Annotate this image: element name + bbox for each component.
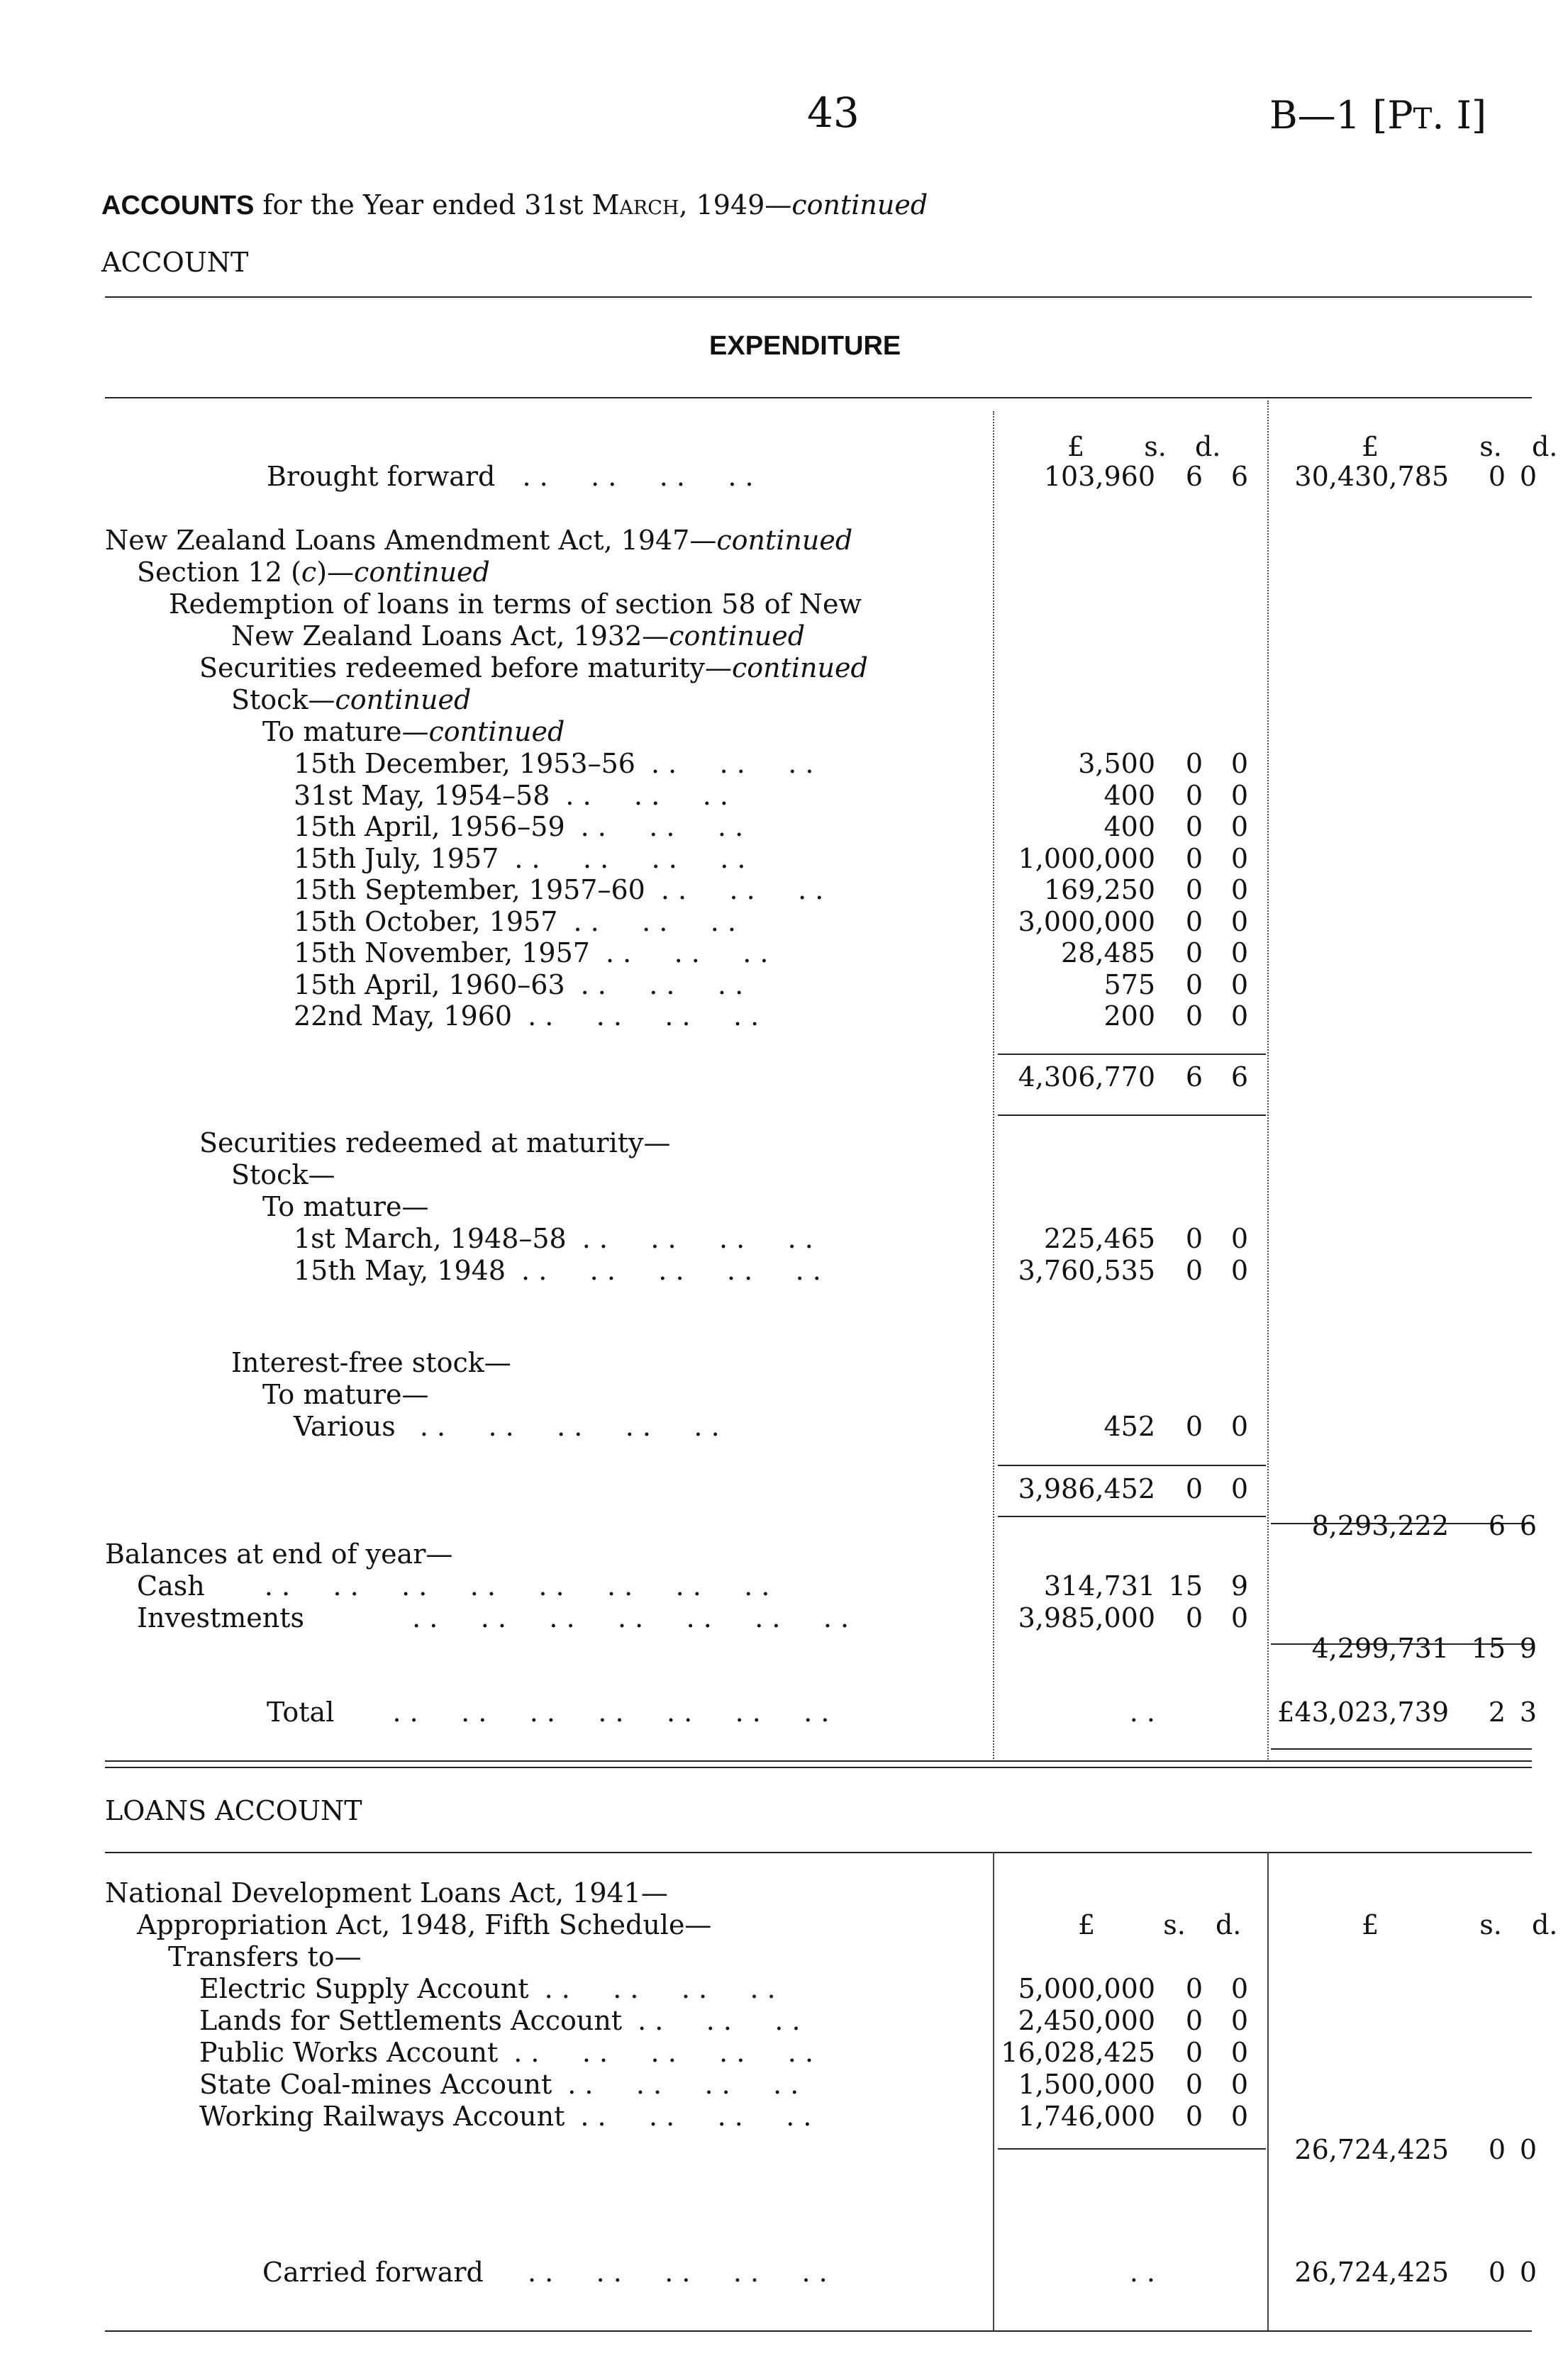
loans-col-pound-2: £ [1362,1909,1379,1940]
before-maturity-row-d: 0 [1230,905,1248,937]
accounts-rest-b: , 1949— [679,189,792,220]
act-line [105,525,852,557]
col-pound: £ [1067,431,1085,462]
at-maturity-row-text: 15th May, 1948 [294,1255,506,1286]
balances-total-s: 15 [1471,1633,1506,1664]
loan-transfer-row-label [199,2037,813,2069]
loan-transfer-row-text: Public Works Account [199,2037,499,2068]
various-dots: . . . . . . . . . . [419,1411,720,1442]
before-maturity-row-label [294,874,823,906]
stock-cont-text: Stock— [231,684,335,715]
to-mature-line: To mature— [262,1191,429,1222]
bf-c2-d: 0 [1519,461,1537,492]
before-maturity-row-s: 0 [1185,937,1203,968]
before-maturity-row-pounds: 200 [1103,1000,1155,1032]
rule-under-heading [105,397,1532,398]
securities-before-line [199,652,868,684]
loan-transfer-row-s: 0 [1185,2037,1203,2068]
at-maturity-row-pounds: 225,465 [1043,1223,1155,1254]
accounts-continued: continued [791,189,928,220]
sec-before-cont: continued [731,652,868,683]
rule-total-a [1271,1748,1532,1750]
before-maturity-row-dots: . . . . . . [580,811,744,842]
total-pounds: £43,023,739 [1277,1697,1449,1728]
loan-transfer-row-s: 0 [1185,1973,1203,2004]
loan-transfer-row-dots: . . . . . . [638,2005,801,2036]
loans-col-shillings: s. [1163,1909,1186,1940]
before-maturity-row-pounds: 400 [1103,779,1155,811]
bf-c1-pounds: 103,960 [1043,461,1155,492]
before-maturity-row-text: 15th November, 1957 [294,937,590,968]
before-subtotal-s: 6 [1185,1061,1203,1093]
account-label: ACCOUNT [101,247,249,278]
loans-col-pence-2: d. [1531,1909,1558,1940]
before-maturity-row-s: 0 [1185,1000,1203,1032]
carried-forward-text: Carried forward [262,2257,484,2288]
before-subtotal-pounds: 4,306,770 [1018,1061,1155,1093]
before-maturity-row-pounds: 169,250 [1043,874,1155,905]
loan-transfer-row-d: 0 [1230,2069,1248,2100]
loans-col-divider-2 [1267,1852,1269,2330]
balances-heading: Balances at end of year— [105,1538,453,1570]
balances-total-d: 9 [1519,1633,1537,1664]
before-maturity-row-text: 15th April, 1960–63 [294,968,565,1000]
before-maturity-row-pounds: 400 [1103,811,1155,842]
stock-cont-cont: continued [335,684,472,715]
carried-forward-dots: . . . . . . . . . . [527,2257,828,2288]
loan-transfer-row-d: 0 [1230,2101,1248,2132]
before-maturity-row-pounds: 575 [1103,968,1155,1000]
total-dots: . . . . . . . . . . . . . . [392,1697,830,1728]
before-maturity-row-label [294,1000,759,1032]
before-maturity-row-dots: . . . . . . [565,779,728,811]
section-c: c [301,557,317,588]
loan-transfer-row-text: Electric Supply Account [199,1973,529,2004]
total-c1: . . [1129,1697,1155,1728]
loans-act-line: National Development Loans Act, 1941— [105,1877,668,1909]
loan-transfer-row-d: 0 [1230,2005,1248,2036]
before-maturity-row-label [294,906,736,938]
sec-before-text: Securities redeemed before maturity— [199,652,732,683]
various-s: 0 [1185,1411,1203,1442]
before-maturity-row-s: 0 [1185,748,1203,779]
section-total-pounds: 8,293,222 [1311,1510,1449,1541]
balances-total-pounds: 4,299,731 [1311,1633,1449,1664]
rule-bottom [105,2330,1532,2332]
loan-transfer-row-text: Lands for Settlements Account [199,2005,623,2036]
doc-ref-prefix: B—1 [P [1269,93,1413,138]
loans-col-header-1 [1078,1909,1241,1941]
loans-col-pound: £ [1078,1909,1096,1940]
at-maturity-row-label [294,1223,813,1255]
before-subtotal-d: 6 [1230,1061,1248,1093]
before-maturity-row-text: 31st May, 1954–58 [294,779,550,811]
col-pound-2: £ [1362,431,1379,462]
before-maturity-row-dots: . . . . . . [605,937,769,968]
at-maturity-row-text: 1st March, 1948–58 [294,1223,567,1254]
loan-transfer-row-text: Working Railways Account [199,2101,565,2132]
investments-dots: . . . . . . . . . . . . . . [412,1602,850,1633]
loan-transfer-row-dots: . . . . . . . . [567,2069,799,2100]
before-maturity-row-d: 0 [1230,874,1248,905]
to-mature-2-line: To mature— [262,1379,429,1410]
expenditure-heading: EXPENDITURE [709,331,901,361]
before-maturity-row-s: 0 [1185,842,1203,874]
securities-at-line: Securities redeemed at maturity— [199,1127,671,1158]
before-maturity-row-label [294,937,768,969]
redemption-2-text: New Zealand Loans Act, 1932— [231,620,669,652]
loan-transfer-row-d: 0 [1230,1973,1248,2004]
redemption-line-2 [231,620,805,652]
various-label [294,1411,720,1443]
before-maturity-row-d: 0 [1230,748,1248,779]
before-maturity-row-dots: . . . . . . . . [514,842,746,874]
loan-transfer-row-s: 0 [1185,2069,1203,2100]
loan-transfer-row-s: 0 [1185,2101,1203,2132]
rule-after-subtotal [998,1114,1266,1116]
before-maturity-row-d: 0 [1230,811,1248,842]
col-header-1 [1067,431,1221,463]
bf-c2-s: 0 [1488,461,1506,492]
before-maturity-row-d: 0 [1230,1000,1248,1032]
rule-loans-top [105,1852,1532,1853]
section-cont: continued [354,557,490,588]
before-maturity-row-text: 15th April, 1956–59 [294,811,565,842]
col-shillings-2: s. [1479,431,1502,462]
before-maturity-row-label [294,811,743,843]
cash-dots: . . . . . . . . . . . . . . . . [264,1570,770,1602]
at-maturity-row-d: 0 [1230,1255,1248,1286]
loan-transfer-row-label [199,2069,799,2101]
loan-transfer-row-label [199,1973,776,2005]
at-subtotal-pounds: 3,986,452 [1018,1473,1155,1504]
carried-forward-pounds: 26,724,425 [1294,2257,1449,2288]
at-maturity-row-s: 0 [1185,1255,1203,1286]
various-text: Various [294,1411,396,1442]
at-subtotal-s: 0 [1185,1473,1203,1504]
col-pence-2: d. [1531,431,1558,462]
cash-d: 9 [1230,1570,1248,1602]
at-maturity-row-s: 0 [1185,1223,1203,1254]
bf-c1-s: 6 [1185,461,1203,492]
investments-s: 0 [1185,1602,1203,1633]
before-maturity-row-label [294,748,813,780]
accounts-rest-a: for the Year ended 31st [262,189,584,220]
interest-free-line: Interest-free stock— [231,1347,511,1378]
at-maturity-row-dots: . . . . . . . . [582,1223,813,1254]
before-maturity-row-dots: . . . . . . [650,748,814,779]
before-maturity-row-text: 15th December, 1953–56 [294,748,635,779]
total-text: Total [267,1697,335,1728]
loans-transfers-line: Transfers to— [168,1941,362,1972]
section-total-d: 6 [1519,1510,1537,1541]
carried-forward-c1: . . [1129,2257,1155,2288]
page-number: 43 [807,89,860,137]
loan-transfer-row-dots: . . . . . . . . [544,1973,776,2004]
cash-pounds: 314,731 [1043,1570,1155,1602]
loans-total-d: 0 [1519,2134,1537,2165]
section-text2: )— [316,557,355,588]
loan-transfer-row-pounds: 1,500,000 [1018,2069,1155,2100]
total-s: 2 [1488,1697,1506,1728]
loan-transfer-row-label [199,2005,801,2037]
cash-s: 15 [1168,1570,1203,1602]
accounts-bold: ACCOUNTS [101,191,255,220]
loan-transfer-row-text: State Coal-mines Account [199,2069,552,2100]
col-divider-1 [993,411,994,1762]
loans-total-pounds: 26,724,425 [1294,2134,1449,2165]
section-total-s: 6 [1488,1510,1506,1541]
before-maturity-row-text: 15th September, 1957–60 [294,874,645,905]
bf-c1-d: 6 [1230,461,1248,492]
accounts-month: March [591,189,679,220]
brought-forward-text: Brought forward [267,461,496,492]
rule-top [105,296,1532,298]
rule-after-at-subtotal [998,1516,1266,1517]
at-maturity-row-dots: . . . . . . . . . . [521,1255,821,1286]
before-maturity-row-dots: . . . . . . [660,874,824,905]
stock-line: Stock— [231,1159,335,1190]
at-subtotal-d: 0 [1230,1473,1248,1504]
loans-col-divider-1 [993,1852,994,2330]
before-maturity-row-s: 0 [1185,905,1203,937]
loan-transfer-row-dots: . . . . . . . . . . [513,2037,814,2068]
rule-loans-subtotal [998,2148,1266,2150]
before-maturity-row-pounds: 1,000,000 [1018,842,1155,874]
brought-forward-dots: . . . . . . . . [522,461,754,492]
cash-text: Cash [137,1570,205,1602]
total-d: 3 [1519,1697,1537,1728]
loan-transfer-row-d: 0 [1230,2037,1248,2068]
brought-forward-label [267,461,754,493]
section-line [137,557,490,588]
loans-col-pence: d. [1215,1909,1242,1940]
before-maturity-row-d: 0 [1230,842,1248,874]
loan-transfer-row-dots: . . . . . . . . [580,2101,812,2132]
investments-text: Investments [137,1602,304,1633]
loan-transfer-row-s: 0 [1185,2005,1203,2036]
to-mature-cont-line [262,716,565,748]
before-maturity-row-d: 0 [1230,779,1248,811]
loan-transfer-row-label [199,2101,812,2133]
before-maturity-row-pounds: 3,000,000 [1018,905,1155,937]
at-maturity-row-pounds: 3,760,535 [1018,1255,1155,1286]
rule-end-expenditure-2 [105,1767,1532,1768]
loan-transfer-row-pounds: 16,028,425 [1001,2037,1155,2068]
loans-total-s: 0 [1488,2134,1506,2165]
various-pounds: 452 [1103,1411,1155,1442]
accounts-title [101,189,928,222]
before-maturity-row-dots: . . . . . . [573,905,736,937]
before-maturity-row-dots: . . . . . . . . [528,1000,760,1032]
before-maturity-row-text: 15th October, 1957 [294,905,558,937]
to-mature-cont-text: To mature— [262,716,429,747]
loan-transfer-row-pounds: 5,000,000 [1018,1973,1155,2004]
at-maturity-row-label [294,1255,821,1287]
cash-label [137,1570,769,1602]
before-maturity-row-dots: . . . . . . [580,968,744,1000]
loans-col-shillings-2: s. [1479,1909,1502,1940]
before-maturity-row-label [294,969,743,1001]
before-maturity-row-d: 0 [1230,968,1248,1000]
act-line-cont: continued [716,525,853,556]
rule-before-subtotal [998,1054,1266,1055]
act-line-text: New Zealand Loans Amendment Act, 1947— [105,525,717,556]
doc-ref-suffix: . I] [1432,93,1487,138]
bf-c2-pounds: 30,430,785 [1294,461,1449,492]
col-shillings: s. [1144,431,1167,462]
before-maturity-row-d: 0 [1230,937,1248,968]
col-pence: d. [1194,431,1221,462]
doc-ref-pt: T [1413,103,1433,135]
carried-forward-d: 0 [1519,2257,1537,2288]
loans-approp-line: Appropriation Act, 1948, Fifth Schedule— [137,1909,712,1940]
various-d: 0 [1230,1411,1248,1442]
loan-transfer-row-pounds: 1,746,000 [1018,2101,1155,2132]
col-header-2 [1362,431,1557,463]
loans-col-header-2 [1362,1909,1557,1941]
before-maturity-row-text: 22nd May, 1960 [294,1000,513,1032]
document-reference [1269,94,1486,141]
col-divider-2 [1267,401,1269,1762]
stock-cont-line [231,684,471,716]
at-maturity-row-d: 0 [1230,1223,1248,1254]
investments-label [137,1602,849,1634]
investments-pounds: 3,985,000 [1018,1602,1155,1633]
section-text: Section 12 ( [137,557,301,588]
to-mature-cont-cont: continued [428,716,565,747]
loan-transfer-row-pounds: 2,450,000 [1018,2005,1155,2036]
carried-forward-label [262,2257,828,2289]
before-maturity-row-pounds: 28,485 [1061,937,1155,968]
redemption-2-cont: continued [669,620,806,652]
before-maturity-row-label [294,843,745,875]
investments-d: 0 [1230,1602,1248,1633]
redemption-line-1: Redemption of loans in terms of section 58 of New [169,588,862,620]
before-maturity-row-s: 0 [1185,968,1203,1000]
before-maturity-row-label [294,780,728,812]
before-maturity-row-s: 0 [1185,811,1203,842]
before-maturity-row-s: 0 [1185,779,1203,811]
total-label [267,1697,830,1728]
loans-heading: LOANS ACCOUNT [105,1795,362,1826]
before-maturity-row-pounds: 3,500 [1078,748,1155,779]
rule-end-expenditure-1 [105,1760,1532,1762]
rule-at-subtotal [998,1465,1266,1466]
carried-forward-s: 0 [1488,2257,1506,2288]
before-maturity-row-s: 0 [1185,874,1203,905]
before-maturity-row-text: 15th July, 1957 [294,842,499,874]
